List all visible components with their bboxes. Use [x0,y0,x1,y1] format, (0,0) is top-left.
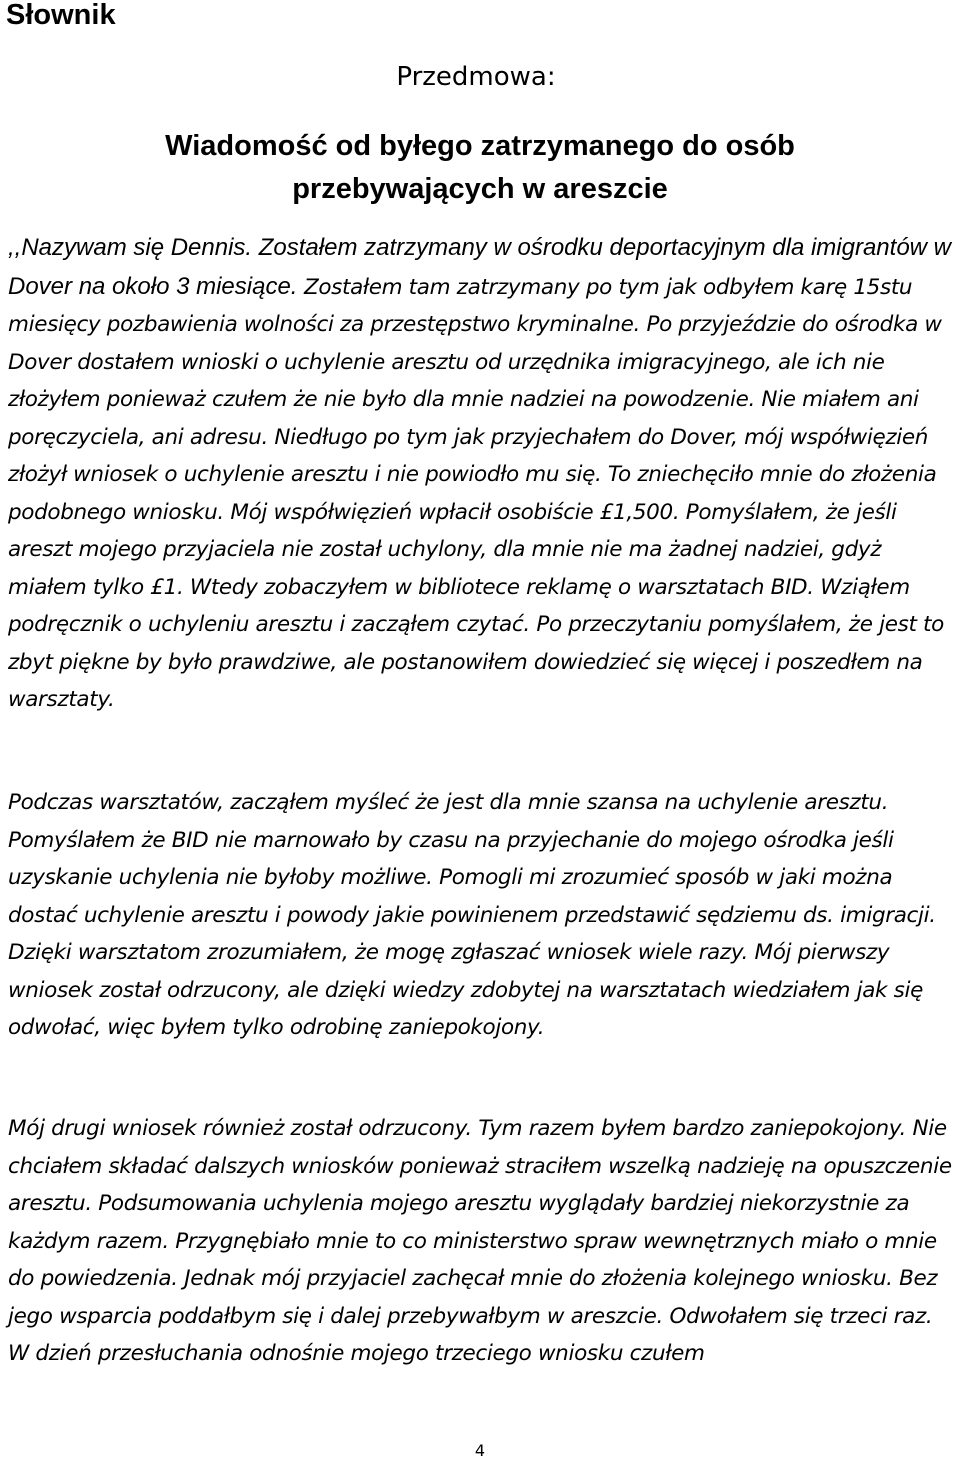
page-label: Słownik [6,0,116,31]
title-line-2: przebywających w areszcie [292,173,668,205]
preface-heading [0,60,960,94]
preface-heading-text: Przedmowa: [396,62,556,92]
paragraph-1 [8,229,956,719]
document-title [0,125,960,211]
paragraph-2: Podczas warsztatów, zacząłem myśleć że jest dla mnie szansa na uchylenie aresztu. Pomyślałem że BID nie marnowało by czasu na przyjechanie do mojego ośrodka jeśli uzyskanie uchylenia nie byłoby możliwe. Pomogli mi zrozumieć sposób w jaki można dostać uchylenie aresztu i powody jakie powinienem przedstawić sędziemu ds. imigracji. Dzięki warsztatom zrozumiałem, że mogę zgłaszać wniosek wiele razy. Mój pierwszy wniosek został odrzucony, ale dzięki wiedzy zdobytej na warsztatach wiedziałem jak się odwołać, więc byłem tylko odrobinę zaniepokojony. [8,790,936,1040]
title-line-1: Wiadomość od byłego zatrzymanego do osób [165,130,795,162]
paragraph-3: Mój drugi wniosek również został odrzucony. Tym razem byłem bardzo zaniepokojony. Nie chciałem składać dalszych wniosków ponieważ straciłem wszelką nadzieję na opuszczenie aresztu. Podsumowania uchylenia mojego aresztu wyglądały bardziej niekorzystnie za każdym razem. Przygnębiało mnie to co ministerstwo spraw wewnętrznych miało o mnie do powiedzenia. Jednak mój przyjaciel zachęcał mnie do złożenia kolejnego wniosku. Bez jego wsparcia poddałbym się i dalej przebywałbym w areszcie. Odwołałem się trzeci raz. W dzień przesłuchania odnośnie mojego trzeciego wniosku czułem [8,1116,952,1366]
paragraph-1-upright: ,,Nazywam się Dennis. Zostałem zatrzymany w ośrodku deportacyjnym dla imigrantów w Dover na około 3 miesiące. [8,234,951,300]
page-number: 4 [474,1441,486,1460]
paragraph-1-italic: Zostałem tam zatrzymany po tym jak odbyłem karę 15stu miesięcy pozbawienia wolności za przestępstwo kryminalne. Po przyjeździe do ośrodka w Dover dostałem wnioski o uchylenie aresztu od urzędnika imigracyjnego, ale ich nie złożyłem ponieważ czułem że nie było dla mnie nadziei na powodzenie. Nie miałem ani poręczyciela, ani adresu. Niedługo po tym jak przyjechałem do Dover, mój współwięzień złożył wniosek o uchylenie aresztu i nie powiodło mu się. To zniechęciło mnie do złożenia podobnego wniosku. Mój współwięzień wpłacił osobiście £1,500. Pomyślałem, że jeśli areszt mojego przyjaciela nie został uchylony, dla mnie nie ma żadnej nadziei, gdyż miałem tylko £1. Wtedy zobaczyłem w bibliotece reklamę o warsztatach BID. Wziąłem podręcznik o uchyleniu aresztu i zacząłem czytać. Po przeczytaniu pomyślałem, że jest to zbyt piękne by było prawdziwe, ale postanowiłem dowiedzieć się więcej i poszedłem na warsztaty. [8,274,944,712]
